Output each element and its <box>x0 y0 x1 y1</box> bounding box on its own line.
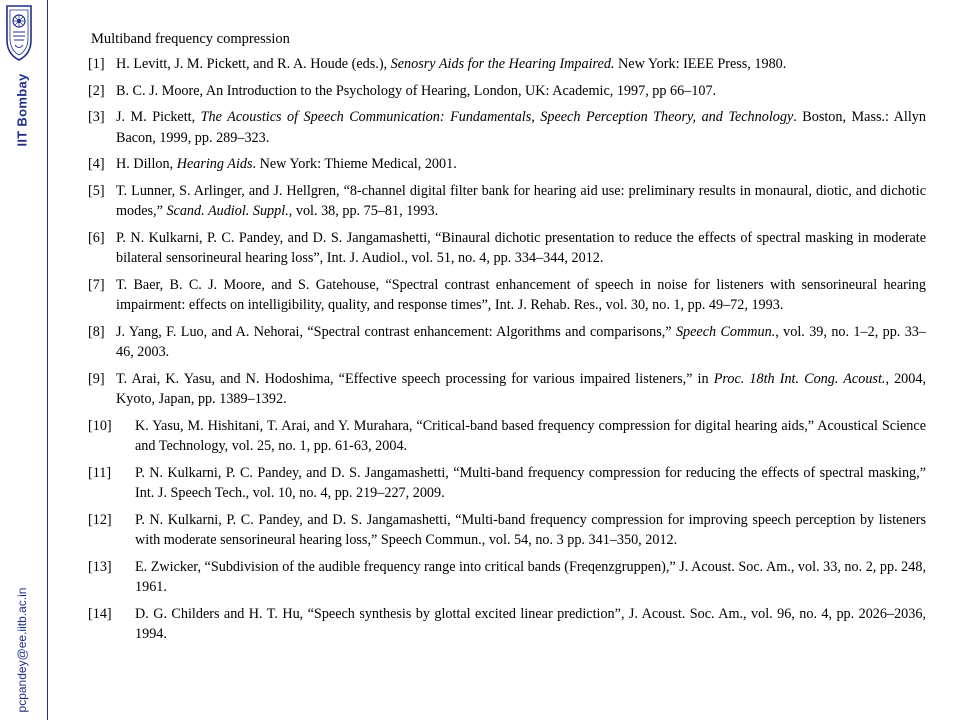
reference-text-plain: T. Lunner, S. Arlinger, and J. Hellgren, “8-channel digital filter bank for hearing aid use: preliminary results in monaural, diotic, and dichotic modes,” <box>116 182 926 219</box>
reference-text-plain: P. N. Kulkarni, P. C. Pandey, and D. S. Jangamashetti, “Multi-band frequency compression for improving speech perception by listeners with moderate sensorineural hearing loss,” Speech Commun., vol. 54, no. 3 pp. 341–350, 2012. <box>135 511 926 548</box>
reference-number: [7] <box>88 276 105 293</box>
reference-item <box>88 107 926 148</box>
sidebar <box>0 0 48 720</box>
reference-item <box>88 54 926 75</box>
reference-item <box>88 463 926 504</box>
reference-text-plain: J. Yang, F. Luo, and A. Nehorai, “Spectral contrast enhancement: Algorithms and comparisons,” <box>116 323 676 340</box>
reference-text-plain: D. G. Childers and H. T. Hu, “Speech synthesis by glottal excited linear prediction”, J. Acoust. Soc. Am., vol. 96, no. 4, pp. 2026–2036, 1994. <box>135 605 926 642</box>
reference-item <box>88 416 926 457</box>
reference-item <box>88 604 926 645</box>
reference-item <box>88 557 926 598</box>
reference-text-plain: H. Levitt, J. M. Pickett, and R. A. Houde (eds.), <box>116 56 391 72</box>
reference-text <box>88 107 926 148</box>
reference-number: [12] <box>88 511 112 528</box>
reference-text-plain: , 2004, Kyoto, Japan, pp. 1389–1392. <box>116 370 927 407</box>
reference-text-italic: The Acoustics of Speech Communication: Fundamentals, Speech Perception Theory, and Technology <box>200 109 794 125</box>
reference-number: [14] <box>88 605 112 622</box>
reference-text <box>88 557 926 598</box>
reference-item <box>88 181 926 222</box>
reference-text-italic: Hearing Aids <box>176 156 253 172</box>
reference-text-italic: Proc. 18th Int. Cong. Acoust. <box>713 370 886 387</box>
reference-text <box>88 275 926 316</box>
reference-text-plain: . Boston, Mass.: Allyn Bacon, 1999, pp. 289–323. <box>116 109 926 146</box>
reference-text-italic: Speech Commun. <box>675 323 776 340</box>
iit-bombay-seal-icon <box>4 4 34 62</box>
reference-text-plain: P. N. Kulkarni, P. C. Pandey, and D. S. Jangamashetti, “Multi-band frequency compression for reducing the effects of spectral masking,” Int. J. Speech Tech., vol. 10, no. 4, pp. 219–227, 2009. <box>135 464 926 501</box>
page-title: Multiband frequency compression <box>91 31 290 47</box>
reference-text <box>88 228 926 269</box>
reference-text-plain: , vol. 39, no. 1–2, pp. 33–46, 2003. <box>116 323 926 360</box>
reference-text-plain: K. Yasu, M. Hishitani, T. Arai, and Y. Murahara, “Critical-band based frequency compression for digital hearing aids,” Acoustical Science and Technology, vol. 25, no. 1, pp. 61-63, 2004. <box>135 417 926 454</box>
reference-item <box>88 510 926 551</box>
reference-text-plain: New York: IEEE Press, 1980. <box>614 56 787 72</box>
institution-label: IIT Bombay <box>14 73 30 147</box>
reference-number: [2] <box>88 82 105 99</box>
reference-number: [6] <box>88 229 105 246</box>
reference-text <box>88 181 926 222</box>
reference-text-plain: H. Dillon, <box>116 156 177 172</box>
reference-text <box>88 416 926 457</box>
reference-text <box>88 322 926 363</box>
reference-number: [8] <box>88 323 105 340</box>
reference-item <box>88 154 926 175</box>
reference-text-italic: Senosry Aids for the Hearing Impaired. <box>390 56 615 72</box>
reference-text-plain: B. C. J. Moore, An Introduction to the Psychology of Hearing, London, UK: Academic, 1997, pp 66–107. <box>116 82 717 99</box>
reference-number: [3] <box>88 109 105 125</box>
reference-item <box>88 275 926 316</box>
reference-number: [9] <box>88 370 105 387</box>
reference-text-plain: J. M. Pickett, <box>116 109 201 125</box>
reference-number: [13] <box>88 558 112 575</box>
reference-text <box>88 604 926 645</box>
reference-item <box>88 81 926 102</box>
reference-text <box>88 463 926 504</box>
reference-text-plain: P. N. Kulkarni, P. C. Pandey, and D. S. Jangamashetti, “Binaural dichotic presentation to reduce the effects of spectral masking in moderate bilateral sensorineural hearing loss”, Int. J. Audiol., vol. 51, no. 4, pp. 334–344, 2012. <box>116 229 926 266</box>
reference-text-plain: T. Arai, K. Yasu, and N. Hodoshima, “Effective speech processing for various impaired listeners,” in <box>116 370 714 387</box>
reference-text <box>88 369 926 410</box>
reference-text-plain: E. Zwicker, “Subdivision of the audible frequency range into critical bands (Freqenzgruppen),” J. Acoust. Soc. Am., vol. 33, no. 2, pp. 248, 1961. <box>135 558 926 595</box>
reference-text-italic: Scand. Audiol. Suppl. <box>166 203 289 219</box>
reference-number: [4] <box>88 156 105 172</box>
reference-text <box>88 154 926 175</box>
reference-number: [1] <box>88 56 105 72</box>
reference-text-plain: . New York: Thieme Medical, 2001. <box>252 156 457 172</box>
reference-text-plain: , vol. 38, pp. 75–81, 1993. <box>288 203 439 219</box>
reference-list <box>88 54 926 645</box>
reference-number: [5] <box>88 182 105 199</box>
reference-number: [10] <box>88 417 112 434</box>
slide-content <box>88 30 926 651</box>
reference-text-plain: T. Baer, B. C. J. Moore, and S. Gatehouse, “Spectral contrast enhancement of speech in noise for listeners with sensorineural hearing impairment: effects on intelligibility, quality, and response times”, Int. J. Rehab. Res., vol. 30, no. 1, pp. 49–72, 1993. <box>116 276 926 313</box>
reference-text <box>88 54 926 75</box>
reference-item <box>88 228 926 269</box>
reference-text <box>88 81 926 102</box>
reference-number: [11] <box>88 464 112 481</box>
reference-item <box>88 322 926 363</box>
email-label: pcpandey@ee.iitb.ac.in <box>15 587 29 713</box>
reference-text <box>88 510 926 551</box>
reference-item <box>88 369 926 410</box>
